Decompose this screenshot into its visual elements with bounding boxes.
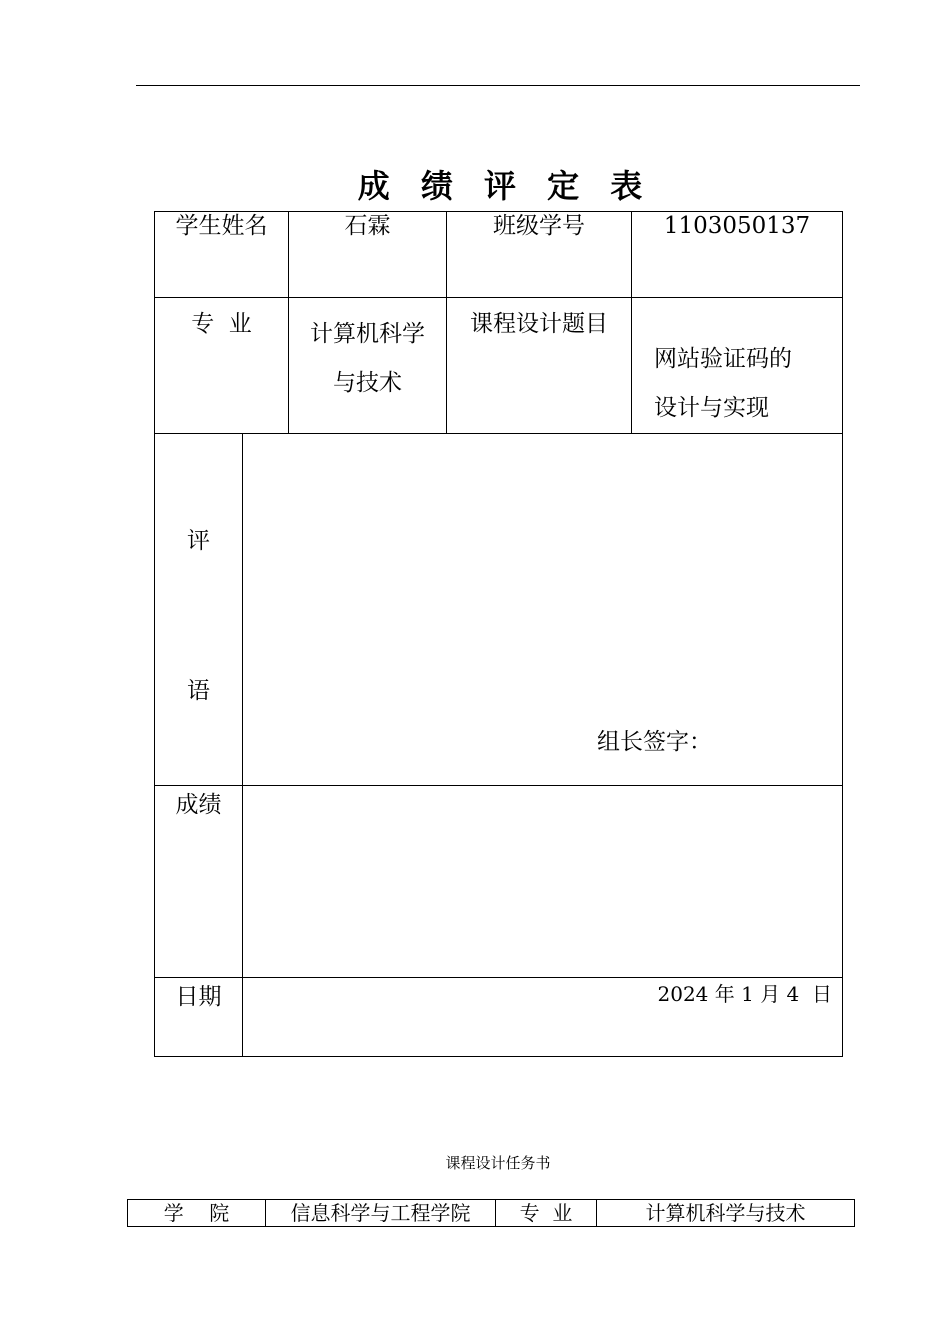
grade-evaluation-table [154, 211, 843, 1057]
table-row [155, 298, 843, 434]
task-major-value: 计算机科学与技术 [597, 1200, 855, 1227]
table-row [128, 1200, 855, 1227]
grade-area [243, 786, 843, 978]
major-line-1: 计算机科学 [310, 321, 425, 347]
date-value: 2024 年 1 月 4 日 [243, 978, 843, 1057]
topic-line-2: 设计与实现 [654, 395, 769, 421]
grade-label: 成绩 [155, 786, 243, 978]
class-id-label: 班级学号 [447, 212, 632, 298]
student-name-value: 石霖 [289, 212, 447, 298]
comment-label [155, 434, 243, 786]
table-row [155, 434, 843, 786]
major-line-2: 与技术 [333, 370, 402, 396]
major-value [289, 298, 447, 434]
comment-label-char-2: 语 [187, 678, 210, 704]
table-row [155, 212, 843, 298]
class-id-value: 1103050137 [632, 212, 843, 298]
header-rule [136, 85, 860, 86]
table-row [155, 978, 843, 1057]
page-title: 成 绩 评 定 表 [357, 167, 653, 205]
topic-value [632, 298, 843, 434]
comment-label-char-1: 评 [187, 528, 210, 554]
student-name-label: 学生姓名 [155, 212, 289, 298]
task-major-label: 专 业 [496, 1200, 597, 1227]
date-label: 日期 [155, 978, 243, 1057]
topic-label: 课程设计题目 [447, 298, 632, 434]
college-value: 信息科学与工程学院 [266, 1200, 496, 1227]
task-book-caption: 课程设计任务书 [445, 1154, 551, 1172]
comment-area [243, 434, 843, 786]
college-label: 学 院 [128, 1200, 266, 1227]
leader-signature-label: 组长签字： [597, 729, 712, 755]
task-book-table [127, 1199, 855, 1227]
topic-line-1: 网站验证码的 [654, 346, 792, 372]
major-label: 专 业 [155, 298, 289, 434]
table-row [155, 786, 843, 978]
